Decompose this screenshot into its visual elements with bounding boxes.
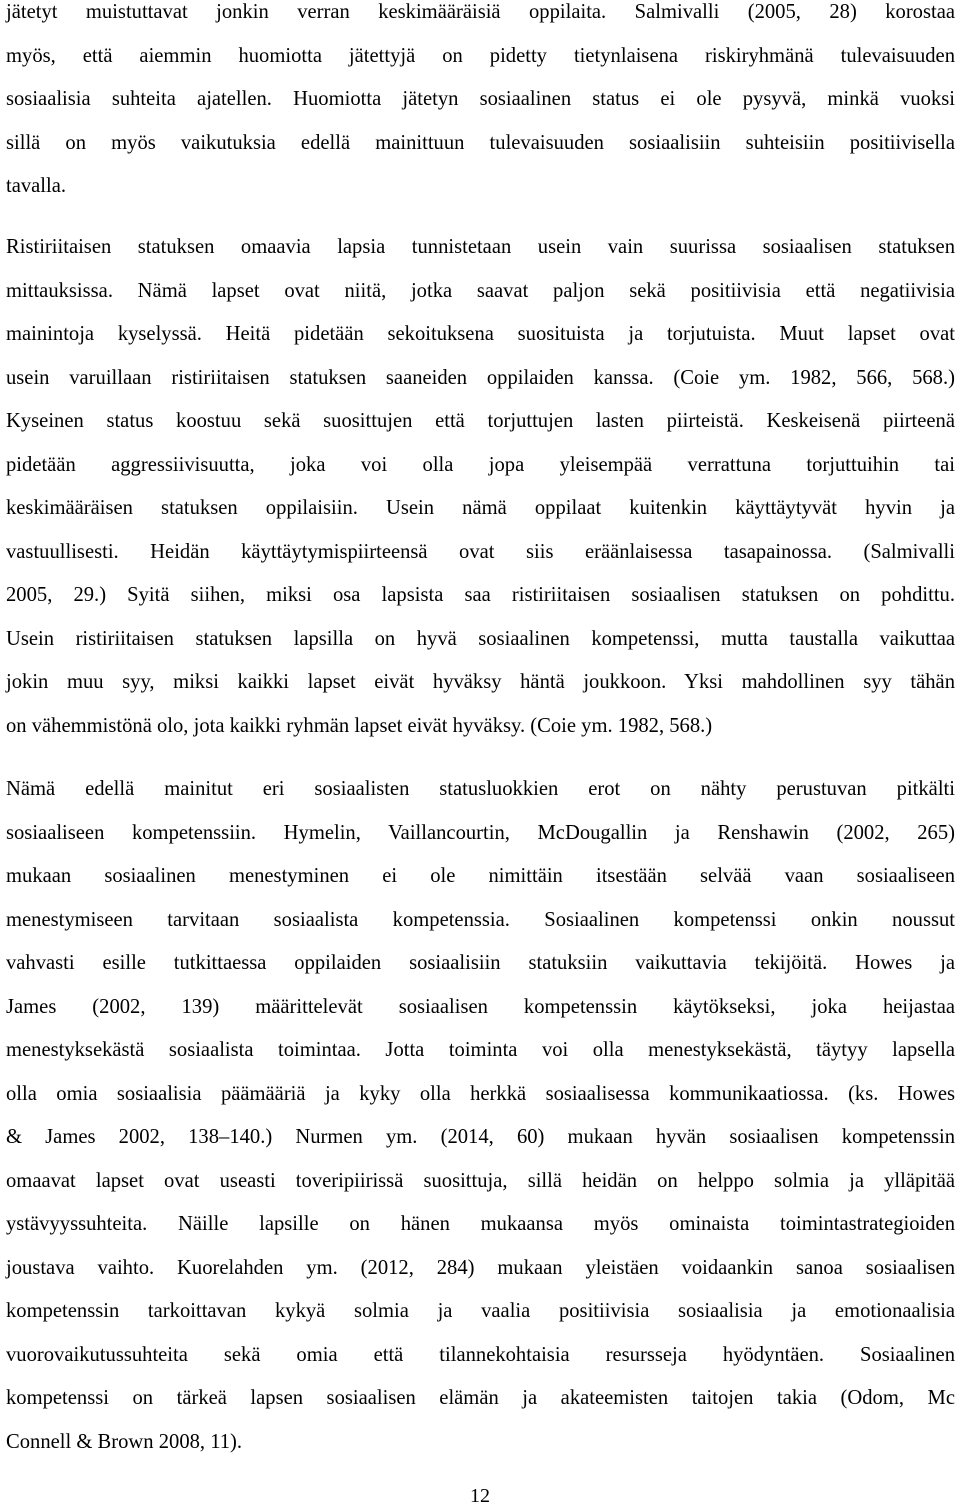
page-number: 12: [470, 1485, 490, 1507]
paragraph-1: [6, 0, 955, 209]
text-line: & James 2002, 138–140.) Nurmen ym. (2014, 60) mukaan hyvän sosiaalisen kompetenssin: [6, 1126, 955, 1148]
text-line: kompetenssin tarkoittavan kykyä solmia ja vaalia positiivisia sosiaalisia ja emotionaalisia: [6, 1300, 955, 1322]
text-line: ystävyyssuhteita. Näille lapsille on hänen mukaansa myös ominaista toimintastrategioiden: [6, 1213, 955, 1235]
text-line: jätetyt muistuttavat jonkin verran keskimääräisiä oppilaita. Salmivalli (2005, 28) korostaa: [6, 1, 955, 23]
text-line: omaavat lapset ovat useasti toveripiirissä suosittuja, sillä heidän on helppo solmia ja ylläpitää: [6, 1169, 955, 1192]
text-line: Connell & Brown 2008, 11).: [6, 1430, 243, 1453]
text-line: kompetenssi on tärkeä lapsen sosiaalisen elämän ja akateemisten taitojen takia (Odom, Mc: [6, 1387, 955, 1409]
text-line: sillä on myös vaikutuksia edellä mainittuun tulevaisuuden sosiaalisiin suhteisiin positiivisella: [6, 131, 955, 154]
paragraph-2: [6, 226, 955, 748]
text-line: vastuullisesti. Heidän käyttäytymispiirteensä ovat siis eräänlaisessa tasapainossa. (Salmivalli: [6, 540, 955, 563]
text-line: 2005, 29.) Syitä siihen, miksi osa lapsista saa ristiriitaisen sosiaalisen statuksen on pohdittu.: [6, 584, 955, 606]
text-line: sosiaaliseen kompetenssiin. Hymelin, Vaillancourtin, McDougallin ja Renshawin (2002, 265): [6, 821, 955, 844]
text-line: sosiaalisia suhteita ajatellen. Huomiotta jätetyn sosiaalinen status ei ole pysyvä, minkä vuoksi: [6, 88, 955, 110]
text-line: James (2002, 139) määrittelevät sosiaalisen kompetenssin käytökseksi, joka heijastaa: [6, 995, 955, 1018]
text-line: mainintoja kyselyssä. Heitä pidetään sekoituksena suosituista ja torjutuista. Muut lapset ovat: [6, 323, 955, 345]
text-line: olla omia sosiaalisia päämääriä ja kyky olla herkkä sosiaalisessa kommunikaatiossa. (ks. Howes: [6, 1082, 955, 1105]
text-line: jokin muu syy, miksi kaikki lapset eivät hyväksy häntä joukkoon. Yksi mahdollinen syy tähän: [6, 671, 955, 693]
text-line: menestymiseen tarvitaan sosiaalista kompetenssia. Sosiaalinen kompetenssi onkin noussut: [6, 908, 955, 931]
text-line: mukaan sosiaalinen menestyminen ei ole nimittäin itsestään selvää vaan sosiaaliseen: [6, 865, 955, 887]
text-line: pidetään aggressiivisuutta, joka voi olla jopa yleisempää verrattuna torjuttuihin tai: [6, 453, 955, 476]
paragraph-3: [6, 768, 955, 1464]
text-line: Nämä edellä mainitut eri sosiaalisten statusluokkien erot on nähty perustuvan pitkälti: [6, 778, 955, 800]
text-line: keskimääräisen statuksen oppilaisiin. Usein nämä oppilaat kuitenkin käyttäytyvät hyvin ja: [6, 497, 955, 519]
text-line: myös, että aiemmin huomiotta jätettyjä on pidetty tietynlaisena riskiryhmänä tulevaisuuden: [6, 44, 955, 67]
text-line: Kyseinen status koostuu sekä suosittujen että torjuttujen lasten piirteistä. Keskeisenä piirteenä: [6, 410, 955, 432]
text-line: Ristiriitaisen statuksen omaavia lapsia tunnistetaan usein vain suurissa sosiaalisen statuksen: [6, 236, 955, 258]
text-line: on vähemmistönä olo, jota kaikki ryhmän lapset eivät hyväksy. (Coie ym. 1982, 568.): [6, 714, 713, 737]
text-line: tavalla.: [6, 175, 67, 197]
text-line: vahvasti esille tutkittaessa oppilaiden sosiaalisiin statuksiin vaikuttavia tekijöitä. Howes ja: [6, 952, 955, 974]
text-line: menestyksekästä sosiaalista toimintaa. Jotta toiminta voi olla menestyksekästä, täytyy lapsella: [6, 1039, 955, 1061]
text-line: Usein ristiriitaisen statuksen lapsilla on hyvä sosiaalinen kompetenssi, mutta taustalla vaikuttaa: [6, 627, 955, 650]
text-line: vuorovaikutussuhteita sekä omia että tilannekohtaisia resursseja hyödyntäen. Sosiaalinen: [6, 1343, 955, 1366]
text-line: joustava vaihto. Kuorelahden ym. (2012, 284) mukaan yleistäen voidaankin sanoa sosiaalisen: [6, 1256, 955, 1279]
text-line: mittauksissa. Nämä lapset ovat niitä, jotka saavat paljon sekä positiivisia että negatiivisia: [6, 279, 955, 302]
text-line: usein varuillaan ristiriitaisen statuksen saaneiden oppilaiden kanssa. (Coie ym. 1982, 566, 568.): [6, 366, 955, 389]
